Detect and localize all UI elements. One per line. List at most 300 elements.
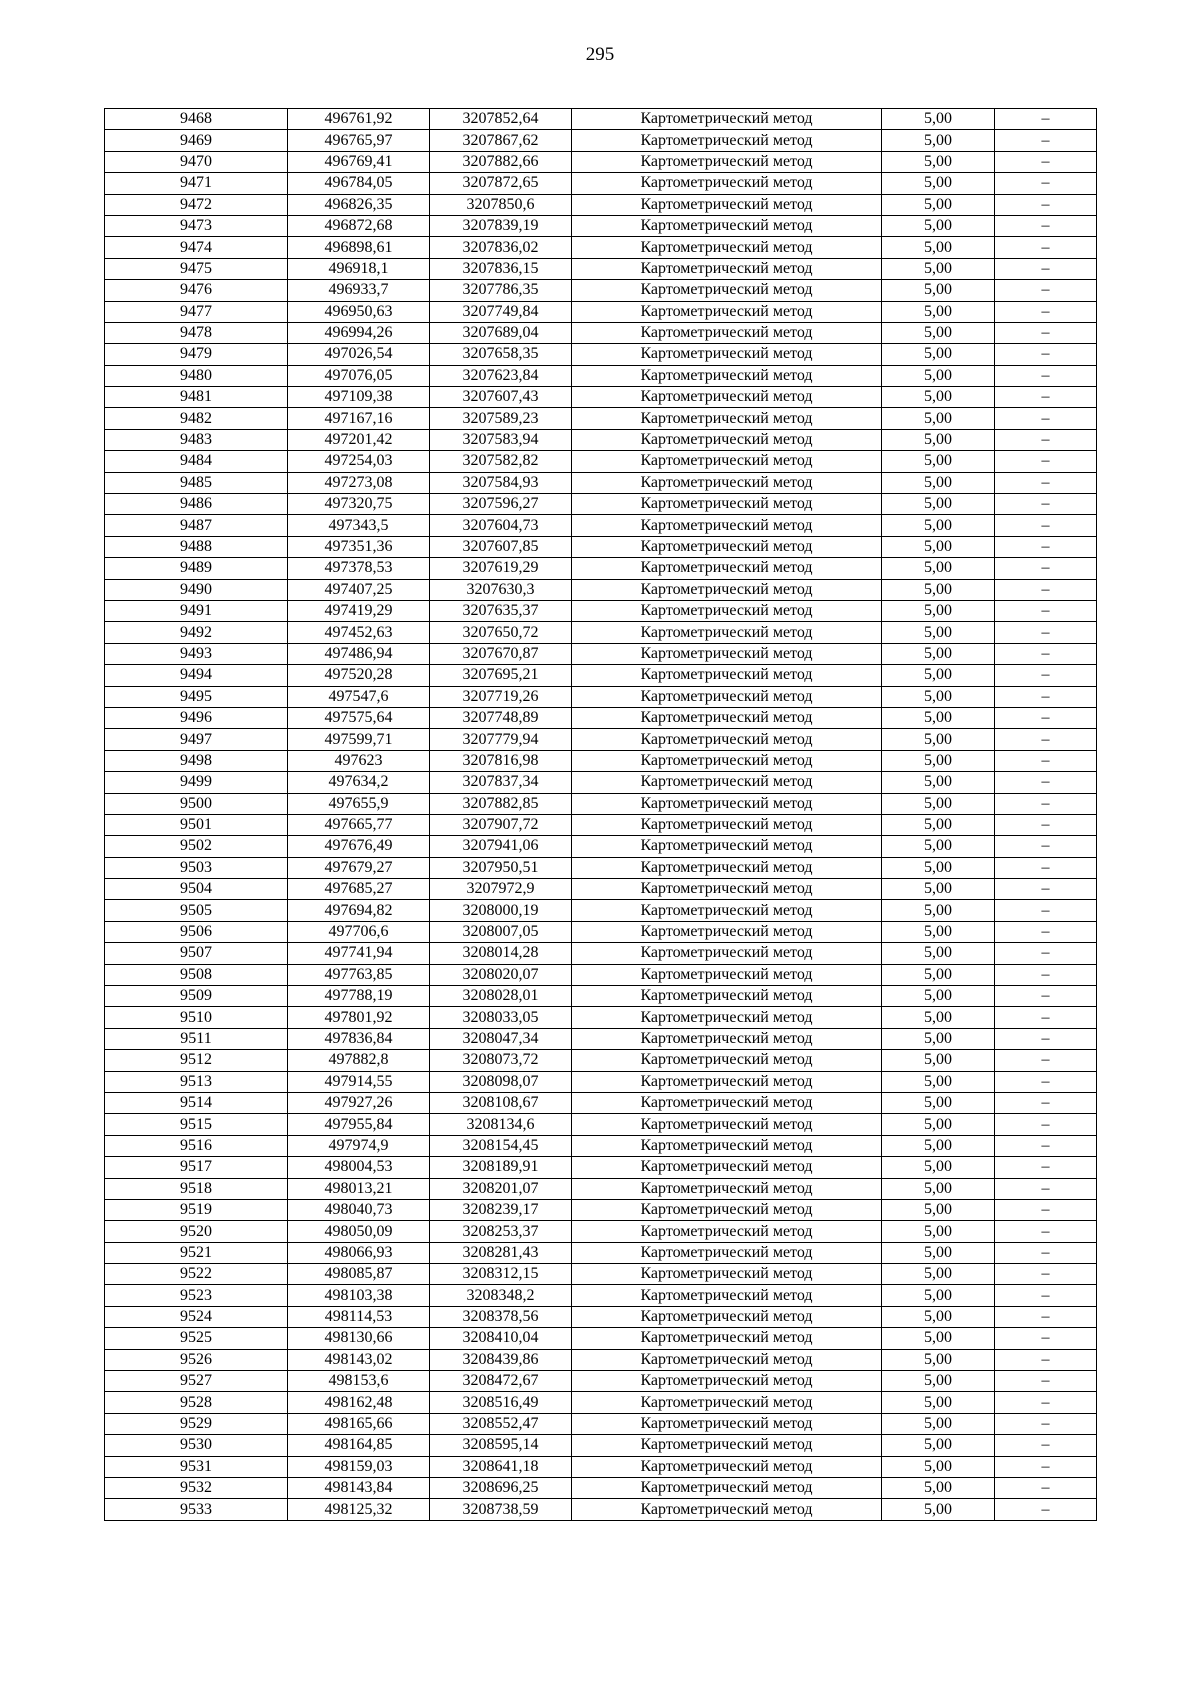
y-coordinate-cell: 3208253,37 — [430, 1221, 572, 1242]
x-coordinate-cell: 497109,38 — [288, 387, 430, 408]
table-row — [105, 515, 1097, 536]
point-number-cell: 9508 — [105, 964, 288, 985]
x-coordinate-cell: 498159,03 — [288, 1456, 430, 1477]
table-row — [105, 1092, 1097, 1113]
method-cell: Картометрический метод — [572, 1050, 882, 1071]
x-coordinate-cell: 497763,85 — [288, 964, 430, 985]
table-row — [105, 857, 1097, 878]
accuracy-cell: 5,00 — [882, 429, 995, 450]
method-cell: Картометрический метод — [572, 173, 882, 194]
point-number-cell: 9500 — [105, 793, 288, 814]
method-cell: Картометрический метод — [572, 408, 882, 429]
accuracy-cell: 5,00 — [882, 986, 995, 1007]
table-row — [105, 879, 1097, 900]
accuracy-cell: 5,00 — [882, 1221, 995, 1242]
method-cell: Картометрический метод — [572, 1499, 882, 1520]
table-row — [105, 1007, 1097, 1028]
table-row — [105, 643, 1097, 664]
point-number-cell: 9499 — [105, 772, 288, 793]
table-row — [105, 1371, 1097, 1392]
method-cell: Картометрический метод — [572, 1028, 882, 1049]
x-coordinate-cell: 496950,63 — [288, 301, 430, 322]
table-row — [105, 1435, 1097, 1456]
point-number-cell: 9519 — [105, 1199, 288, 1220]
y-coordinate-cell: 3208595,14 — [430, 1435, 572, 1456]
point-number-cell: 9521 — [105, 1242, 288, 1263]
x-coordinate-cell: 497575,64 — [288, 707, 430, 728]
table-row — [105, 1499, 1097, 1520]
description-cell: – — [995, 408, 1097, 429]
method-cell: Картометрический метод — [572, 1114, 882, 1135]
x-coordinate-cell: 497882,8 — [288, 1050, 430, 1071]
x-coordinate-cell: 497599,71 — [288, 729, 430, 750]
description-cell: – — [995, 900, 1097, 921]
y-coordinate-cell: 3207719,26 — [430, 686, 572, 707]
description-cell: – — [995, 814, 1097, 835]
accuracy-cell: 5,00 — [882, 1157, 995, 1178]
method-cell: Картометрический метод — [572, 215, 882, 236]
description-cell: – — [995, 665, 1097, 686]
point-number-cell: 9533 — [105, 1499, 288, 1520]
accuracy-cell: 5,00 — [882, 194, 995, 215]
method-cell: Картометрический метод — [572, 130, 882, 151]
x-coordinate-cell: 496826,35 — [288, 194, 430, 215]
y-coordinate-cell: 3207786,35 — [430, 280, 572, 301]
accuracy-cell: 5,00 — [882, 1092, 995, 1113]
table-row — [105, 943, 1097, 964]
description-cell: – — [995, 836, 1097, 857]
table-row — [105, 1178, 1097, 1199]
x-coordinate-cell: 497452,63 — [288, 622, 430, 643]
method-cell: Картометрический метод — [572, 857, 882, 878]
point-number-cell: 9509 — [105, 986, 288, 1007]
x-coordinate-cell: 497927,26 — [288, 1092, 430, 1113]
accuracy-cell: 5,00 — [882, 1392, 995, 1413]
x-coordinate-cell: 498066,93 — [288, 1242, 430, 1263]
table-row — [105, 1028, 1097, 1049]
method-cell: Картометрический метод — [572, 387, 882, 408]
description-cell: – — [995, 750, 1097, 771]
x-coordinate-cell: 498143,84 — [288, 1478, 430, 1499]
method-cell: Картометрический метод — [572, 729, 882, 750]
description-cell: – — [995, 558, 1097, 579]
description-cell: – — [995, 1413, 1097, 1434]
accuracy-cell: 5,00 — [882, 600, 995, 621]
table-row — [105, 622, 1097, 643]
y-coordinate-cell: 3207689,04 — [430, 322, 572, 343]
method-cell: Картометрический метод — [572, 600, 882, 621]
y-coordinate-cell: 3207839,19 — [430, 215, 572, 236]
x-coordinate-cell: 497679,27 — [288, 857, 430, 878]
y-coordinate-cell: 3208047,34 — [430, 1028, 572, 1049]
table-row — [105, 1199, 1097, 1220]
method-cell: Картометрический метод — [572, 1199, 882, 1220]
accuracy-cell: 5,00 — [882, 707, 995, 728]
y-coordinate-cell: 3208239,17 — [430, 1199, 572, 1220]
y-coordinate-cell: 3207596,27 — [430, 494, 572, 515]
method-cell: Картометрический метод — [572, 643, 882, 664]
point-number-cell: 9518 — [105, 1178, 288, 1199]
point-number-cell: 9527 — [105, 1371, 288, 1392]
page-number: 295 — [585, 44, 615, 65]
method-cell: Картометрический метод — [572, 707, 882, 728]
accuracy-cell: 5,00 — [882, 494, 995, 515]
method-cell: Картометрический метод — [572, 1349, 882, 1370]
table-row — [105, 1135, 1097, 1156]
accuracy-cell: 5,00 — [882, 579, 995, 600]
method-cell: Картометрический метод — [572, 750, 882, 771]
point-number-cell: 9472 — [105, 194, 288, 215]
y-coordinate-cell: 3207882,85 — [430, 793, 572, 814]
point-number-cell: 9510 — [105, 1007, 288, 1028]
point-number-cell: 9528 — [105, 1392, 288, 1413]
y-coordinate-cell: 3207650,72 — [430, 622, 572, 643]
table-row — [105, 365, 1097, 386]
method-cell: Картометрический метод — [572, 280, 882, 301]
table-row — [105, 194, 1097, 215]
description-cell: – — [995, 1264, 1097, 1285]
accuracy-cell: 5,00 — [882, 1114, 995, 1135]
point-number-cell: 9515 — [105, 1114, 288, 1135]
accuracy-cell: 5,00 — [882, 1028, 995, 1049]
accuracy-cell: 5,00 — [882, 1007, 995, 1028]
x-coordinate-cell: 497655,9 — [288, 793, 430, 814]
x-coordinate-cell: 497320,75 — [288, 494, 430, 515]
table-row — [105, 1349, 1097, 1370]
description-cell: – — [995, 1178, 1097, 1199]
x-coordinate-cell: 497974,9 — [288, 1135, 430, 1156]
point-number-cell: 9494 — [105, 665, 288, 686]
y-coordinate-cell: 3207583,94 — [430, 429, 572, 450]
description-cell: – — [995, 280, 1097, 301]
y-coordinate-cell: 3208028,01 — [430, 986, 572, 1007]
method-cell: Картометрический метод — [572, 109, 882, 130]
x-coordinate-cell: 497167,16 — [288, 408, 430, 429]
point-number-cell: 9506 — [105, 921, 288, 942]
description-cell: – — [995, 429, 1097, 450]
table-row — [105, 387, 1097, 408]
accuracy-cell: 5,00 — [882, 1435, 995, 1456]
x-coordinate-cell: 498130,66 — [288, 1328, 430, 1349]
y-coordinate-cell: 3207867,62 — [430, 130, 572, 151]
y-coordinate-cell: 3207748,89 — [430, 707, 572, 728]
method-cell: Картометрический метод — [572, 151, 882, 172]
table-row — [105, 1392, 1097, 1413]
method-cell: Картометрический метод — [572, 579, 882, 600]
method-cell: Картометрический метод — [572, 1264, 882, 1285]
accuracy-cell: 5,00 — [882, 536, 995, 557]
point-number-cell: 9474 — [105, 237, 288, 258]
table-row — [105, 1242, 1097, 1263]
point-number-cell: 9513 — [105, 1071, 288, 1092]
description-cell: – — [995, 729, 1097, 750]
accuracy-cell: 5,00 — [882, 1306, 995, 1327]
accuracy-cell: 5,00 — [882, 836, 995, 857]
x-coordinate-cell: 498040,73 — [288, 1199, 430, 1220]
method-cell: Картометрический метод — [572, 1135, 882, 1156]
y-coordinate-cell: 3207941,06 — [430, 836, 572, 857]
point-number-cell: 9526 — [105, 1349, 288, 1370]
accuracy-cell: 5,00 — [882, 1349, 995, 1370]
x-coordinate-cell: 496933,7 — [288, 280, 430, 301]
point-number-cell: 9512 — [105, 1050, 288, 1071]
x-coordinate-cell: 496872,68 — [288, 215, 430, 236]
x-coordinate-cell: 497623 — [288, 750, 430, 771]
table-row — [105, 750, 1097, 771]
accuracy-cell: 5,00 — [882, 879, 995, 900]
description-cell: – — [995, 1221, 1097, 1242]
x-coordinate-cell: 497801,92 — [288, 1007, 430, 1028]
method-cell: Картометрический метод — [572, 1157, 882, 1178]
table-row — [105, 600, 1097, 621]
method-cell: Картометрический метод — [572, 1306, 882, 1327]
description-cell: – — [995, 237, 1097, 258]
accuracy-cell: 5,00 — [882, 451, 995, 472]
description-cell: – — [995, 344, 1097, 365]
accuracy-cell: 5,00 — [882, 280, 995, 301]
point-number-cell: 9520 — [105, 1221, 288, 1242]
description-cell: – — [995, 1135, 1097, 1156]
description-cell: – — [995, 1242, 1097, 1263]
description-cell: – — [995, 472, 1097, 493]
accuracy-cell: 5,00 — [882, 900, 995, 921]
method-cell: Картометрический метод — [572, 1392, 882, 1413]
y-coordinate-cell: 3207836,15 — [430, 258, 572, 279]
method-cell: Картометрический метод — [572, 1371, 882, 1392]
method-cell: Картометрический метод — [572, 1071, 882, 1092]
accuracy-cell: 5,00 — [882, 1135, 995, 1156]
method-cell: Картометрический метод — [572, 986, 882, 1007]
point-number-cell: 9532 — [105, 1478, 288, 1499]
description-cell: – — [995, 1092, 1097, 1113]
table-row — [105, 472, 1097, 493]
table-body — [105, 109, 1097, 1521]
description-cell: – — [995, 215, 1097, 236]
x-coordinate-cell: 497026,54 — [288, 344, 430, 365]
method-cell: Картометрический метод — [572, 1456, 882, 1477]
x-coordinate-cell: 497486,94 — [288, 643, 430, 664]
y-coordinate-cell: 3207607,43 — [430, 387, 572, 408]
description-cell: – — [995, 921, 1097, 942]
description-cell: – — [995, 707, 1097, 728]
method-cell: Картометрический метод — [572, 964, 882, 985]
table-row — [105, 900, 1097, 921]
description-cell: – — [995, 579, 1097, 600]
method-cell: Картометрический метод — [572, 301, 882, 322]
point-number-cell: 9473 — [105, 215, 288, 236]
x-coordinate-cell: 497685,27 — [288, 879, 430, 900]
table-row — [105, 793, 1097, 814]
point-number-cell: 9524 — [105, 1306, 288, 1327]
point-number-cell: 9498 — [105, 750, 288, 771]
method-cell: Картометрический метод — [572, 1007, 882, 1028]
y-coordinate-cell: 3207882,66 — [430, 151, 572, 172]
description-cell: – — [995, 686, 1097, 707]
x-coordinate-cell: 497634,2 — [288, 772, 430, 793]
x-coordinate-cell: 497273,08 — [288, 472, 430, 493]
point-number-cell: 9490 — [105, 579, 288, 600]
table-row — [105, 836, 1097, 857]
accuracy-cell: 5,00 — [882, 1285, 995, 1306]
x-coordinate-cell: 497419,29 — [288, 600, 430, 621]
x-coordinate-cell: 498103,38 — [288, 1285, 430, 1306]
y-coordinate-cell: 3208281,43 — [430, 1242, 572, 1263]
table-row — [105, 215, 1097, 236]
method-cell: Картометрический метод — [572, 879, 882, 900]
y-coordinate-cell: 3208073,72 — [430, 1050, 572, 1071]
method-cell: Картометрический метод — [572, 1092, 882, 1113]
accuracy-cell: 5,00 — [882, 301, 995, 322]
point-number-cell: 9531 — [105, 1456, 288, 1477]
accuracy-cell: 5,00 — [882, 964, 995, 985]
accuracy-cell: 5,00 — [882, 1478, 995, 1499]
x-coordinate-cell: 496769,41 — [288, 151, 430, 172]
table-row — [105, 1264, 1097, 1285]
point-number-cell: 9505 — [105, 900, 288, 921]
description-cell: – — [995, 1028, 1097, 1049]
table-row — [105, 1413, 1097, 1434]
description-cell: – — [995, 772, 1097, 793]
x-coordinate-cell: 497254,03 — [288, 451, 430, 472]
table-row — [105, 536, 1097, 557]
description-cell: – — [995, 536, 1097, 557]
description-cell: – — [995, 451, 1097, 472]
y-coordinate-cell: 3208472,67 — [430, 1371, 572, 1392]
description-cell: – — [995, 1285, 1097, 1306]
description-cell: – — [995, 194, 1097, 215]
x-coordinate-cell: 498164,85 — [288, 1435, 430, 1456]
method-cell: Картометрический метод — [572, 1435, 882, 1456]
y-coordinate-cell: 3207972,9 — [430, 879, 572, 900]
table-row — [105, 1071, 1097, 1092]
point-number-cell: 9486 — [105, 494, 288, 515]
accuracy-cell: 5,00 — [882, 814, 995, 835]
point-number-cell: 9497 — [105, 729, 288, 750]
description-cell: – — [995, 1349, 1097, 1370]
y-coordinate-cell: 3208552,47 — [430, 1413, 572, 1434]
accuracy-cell: 5,00 — [882, 472, 995, 493]
x-coordinate-cell: 497741,94 — [288, 943, 430, 964]
accuracy-cell: 5,00 — [882, 686, 995, 707]
table-row — [105, 451, 1097, 472]
coordinates-table — [104, 108, 1097, 1521]
description-cell: – — [995, 1306, 1097, 1327]
method-cell: Картометрический метод — [572, 836, 882, 857]
x-coordinate-cell: 497520,28 — [288, 665, 430, 686]
table-row — [105, 814, 1097, 835]
accuracy-cell: 5,00 — [882, 1071, 995, 1092]
table-row — [105, 173, 1097, 194]
x-coordinate-cell: 498050,09 — [288, 1221, 430, 1242]
accuracy-cell: 5,00 — [882, 921, 995, 942]
point-number-cell: 9477 — [105, 301, 288, 322]
description-cell: – — [995, 1114, 1097, 1135]
description-cell: – — [995, 1456, 1097, 1477]
table-row — [105, 1285, 1097, 1306]
x-coordinate-cell: 497407,25 — [288, 579, 430, 600]
x-coordinate-cell: 498162,48 — [288, 1392, 430, 1413]
point-number-cell: 9476 — [105, 280, 288, 301]
y-coordinate-cell: 3207619,29 — [430, 558, 572, 579]
table-row — [105, 579, 1097, 600]
method-cell: Картометрический метод — [572, 429, 882, 450]
table-row — [105, 686, 1097, 707]
method-cell: Картометрический метод — [572, 686, 882, 707]
x-coordinate-cell: 497378,53 — [288, 558, 430, 579]
table-row — [105, 1328, 1097, 1349]
accuracy-cell: 5,00 — [882, 943, 995, 964]
method-cell: Картометрический метод — [572, 344, 882, 365]
table-row — [105, 558, 1097, 579]
method-cell: Картометрический метод — [572, 900, 882, 921]
point-number-cell: 9525 — [105, 1328, 288, 1349]
accuracy-cell: 5,00 — [882, 622, 995, 643]
accuracy-cell: 5,00 — [882, 1371, 995, 1392]
accuracy-cell: 5,00 — [882, 1178, 995, 1199]
point-number-cell: 9480 — [105, 365, 288, 386]
y-coordinate-cell: 3208020,07 — [430, 964, 572, 985]
description-cell: – — [995, 986, 1097, 1007]
point-number-cell: 9529 — [105, 1413, 288, 1434]
description-cell: – — [995, 879, 1097, 900]
y-coordinate-cell: 3208410,04 — [430, 1328, 572, 1349]
accuracy-cell: 5,00 — [882, 729, 995, 750]
x-coordinate-cell: 498125,32 — [288, 1499, 430, 1520]
description-cell: – — [995, 151, 1097, 172]
table-row — [105, 1456, 1097, 1477]
table-row — [105, 280, 1097, 301]
point-number-cell: 9485 — [105, 472, 288, 493]
table-row — [105, 301, 1097, 322]
y-coordinate-cell: 3208348,2 — [430, 1285, 572, 1306]
x-coordinate-cell: 496918,1 — [288, 258, 430, 279]
x-coordinate-cell: 496784,05 — [288, 173, 430, 194]
y-coordinate-cell: 3208516,49 — [430, 1392, 572, 1413]
table-row — [105, 1114, 1097, 1135]
x-coordinate-cell: 496898,61 — [288, 237, 430, 258]
y-coordinate-cell: 3207623,84 — [430, 365, 572, 386]
y-coordinate-cell: 3207749,84 — [430, 301, 572, 322]
y-coordinate-cell: 3207950,51 — [430, 857, 572, 878]
method-cell: Картометрический метод — [572, 1413, 882, 1434]
y-coordinate-cell: 3208696,25 — [430, 1478, 572, 1499]
description-cell: – — [995, 258, 1097, 279]
y-coordinate-cell: 3207630,3 — [430, 579, 572, 600]
description-cell: – — [995, 387, 1097, 408]
description-cell: – — [995, 943, 1097, 964]
accuracy-cell: 5,00 — [882, 344, 995, 365]
accuracy-cell: 5,00 — [882, 322, 995, 343]
point-number-cell: 9530 — [105, 1435, 288, 1456]
x-coordinate-cell: 497706,6 — [288, 921, 430, 942]
description-cell: – — [995, 1435, 1097, 1456]
y-coordinate-cell: 3208033,05 — [430, 1007, 572, 1028]
description-cell: – — [995, 130, 1097, 151]
method-cell: Картометрический метод — [572, 1285, 882, 1306]
table-row — [105, 1221, 1097, 1242]
table-row — [105, 258, 1097, 279]
y-coordinate-cell: 3208201,07 — [430, 1178, 572, 1199]
description-cell: – — [995, 173, 1097, 194]
y-coordinate-cell: 3208154,45 — [430, 1135, 572, 1156]
table-row — [105, 130, 1097, 151]
x-coordinate-cell: 497343,5 — [288, 515, 430, 536]
x-coordinate-cell: 497665,77 — [288, 814, 430, 835]
accuracy-cell: 5,00 — [882, 1264, 995, 1285]
x-coordinate-cell: 497836,84 — [288, 1028, 430, 1049]
point-number-cell: 9501 — [105, 814, 288, 835]
y-coordinate-cell: 3208189,91 — [430, 1157, 572, 1178]
